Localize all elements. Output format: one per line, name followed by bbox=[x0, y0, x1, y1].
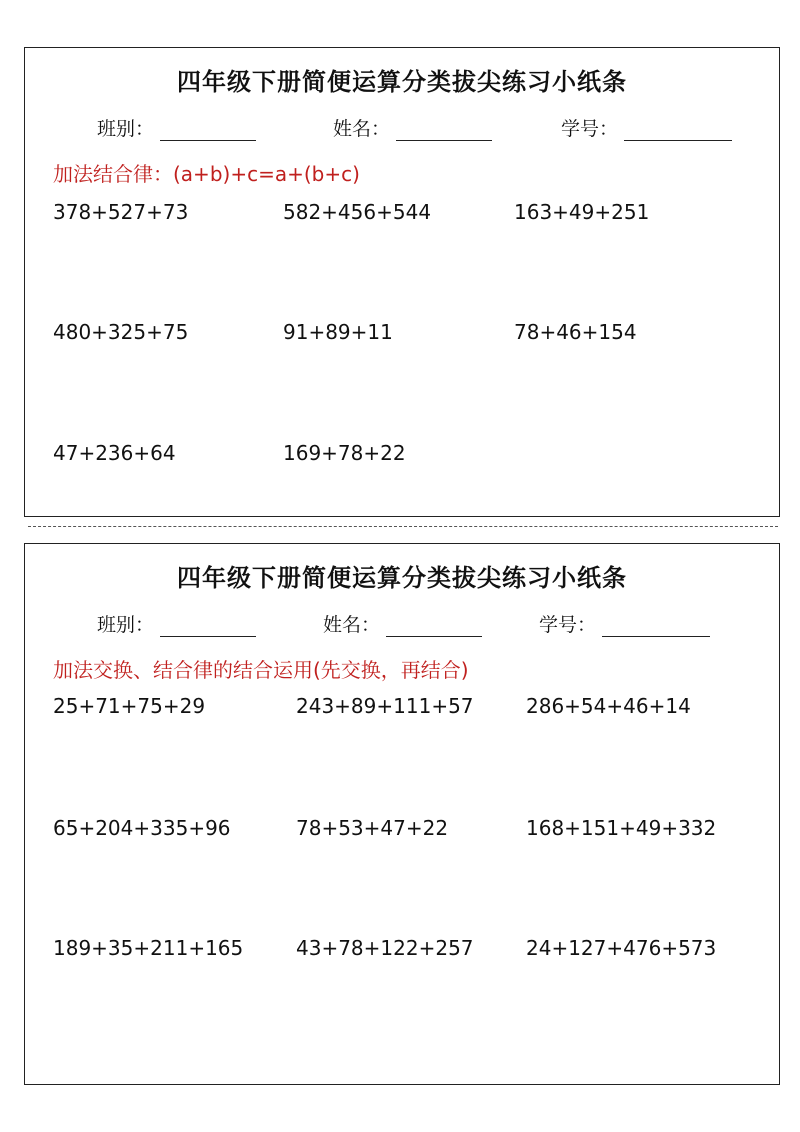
class-field bbox=[97, 114, 256, 141]
class-label: 班别： bbox=[97, 614, 155, 636]
problem: 243+89+111+57 bbox=[296, 694, 474, 718]
student-id-blank[interactable] bbox=[602, 616, 710, 637]
worksheet-title: 四年级下册简便运算分类拔尖练习小纸条 bbox=[177, 564, 627, 592]
student-id-field bbox=[539, 610, 710, 637]
cut-line bbox=[28, 526, 778, 527]
problem: 378+527+73 bbox=[53, 200, 189, 224]
name-label: 姓名： bbox=[333, 118, 391, 140]
class-blank[interactable] bbox=[160, 616, 256, 637]
class-field bbox=[97, 610, 256, 637]
problem: 168+151+49+332 bbox=[526, 816, 717, 840]
worksheet-title: 四年级下册简便运算分类拔尖练习小纸条 bbox=[177, 68, 627, 96]
class-label: 班别： bbox=[97, 118, 155, 140]
problem: 286+54+46+14 bbox=[526, 694, 691, 718]
name-field bbox=[323, 610, 482, 637]
problem: 78+46+154 bbox=[514, 320, 637, 344]
problem: 480+325+75 bbox=[53, 320, 189, 344]
problem: 91+89+11 bbox=[283, 320, 393, 344]
student-id-blank[interactable] bbox=[624, 120, 732, 141]
problem: 65+204+335+96 bbox=[53, 816, 231, 840]
rule-heading: 加法交换、结合律的结合运用(先交换，再结合) bbox=[53, 658, 469, 682]
problem: 582+456+544 bbox=[283, 200, 432, 224]
problem: 47+236+64 bbox=[53, 441, 176, 465]
student-id-label: 学号： bbox=[539, 614, 597, 636]
class-blank[interactable] bbox=[160, 120, 256, 141]
worksheet-card-2 bbox=[24, 543, 780, 1085]
problem: 43+78+122+257 bbox=[296, 936, 474, 960]
name-blank[interactable] bbox=[396, 120, 492, 141]
problem: 78+53+47+22 bbox=[296, 816, 449, 840]
problem: 24+127+476+573 bbox=[526, 936, 717, 960]
worksheet-card-1 bbox=[24, 47, 780, 517]
rule-heading: 加法结合律：(a+b)+c=a+(b+c) bbox=[53, 162, 360, 186]
problem: 169+78+22 bbox=[283, 441, 406, 465]
student-id-field bbox=[561, 114, 732, 141]
name-blank[interactable] bbox=[386, 616, 482, 637]
problem: 25+71+75+29 bbox=[53, 694, 206, 718]
problem: 163+49+251 bbox=[514, 200, 650, 224]
name-label: 姓名： bbox=[323, 614, 381, 636]
student-id-label: 学号： bbox=[561, 118, 619, 140]
name-field bbox=[333, 114, 492, 141]
problem: 189+35+211+165 bbox=[53, 936, 244, 960]
